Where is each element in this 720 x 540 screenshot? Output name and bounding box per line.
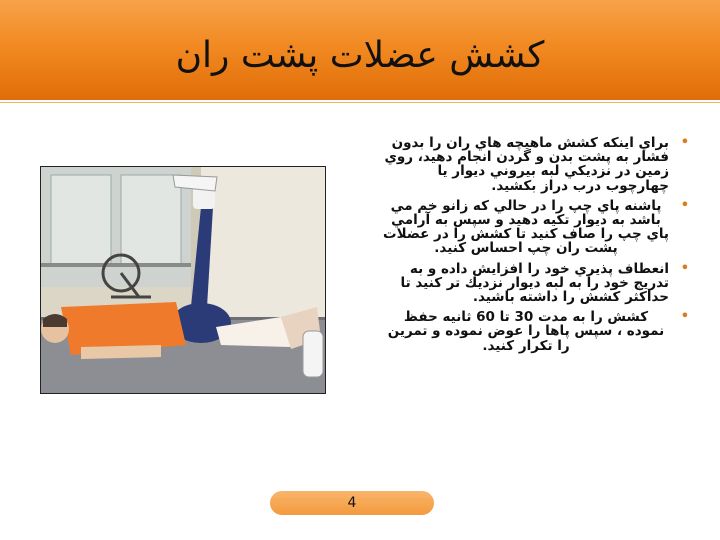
- hamstring-stretch-photo: [40, 166, 326, 394]
- page-number: 4: [270, 491, 434, 515]
- bullet-list: [383, 136, 695, 359]
- bullet-item: [383, 199, 695, 256]
- slide-title: کشش عضلات پشت ران: [175, 35, 545, 76]
- bullet-item: [383, 262, 695, 305]
- bullet-dot-icon: •: [680, 135, 689, 150]
- bullet-item: [383, 136, 695, 193]
- bullet-text: براي اينكه كشش ماهيچه هاي ران را بدون فشار به پشت بدن و گردن انجام دهيد، روي زمين در نزديكي لبه بيروني ديوار يا چهارچوب درب دراز بكشيد.: [384, 135, 669, 194]
- bullet-dot-icon: •: [680, 260, 689, 276]
- bullet-text: انعطاف پذيري خود را افزايش داده و به تدريج خود را به لبه ديوار نزديك تر كنيد تا حداكثر كشش را داشته باشيد.: [400, 260, 669, 306]
- bullet-dot-icon: •: [680, 309, 689, 325]
- bullet-dot-icon: •: [680, 197, 689, 213]
- bullet-text: پاشنه پاي چپ را در حالي كه زانو خم مي باشد به ديوار تكيه دهيد و سپس به آرامي پاي چپ را صاف كنيد تا كشش را در عضلات پشت ران چپ احساس كنيد.: [383, 197, 669, 257]
- bullet-item: [383, 310, 695, 353]
- bullet-text: كشش را به مدت 30 تا 60 ثانيه حفظ نموده ، سپس پاها را عوض نموده و تمرين را تكرار كنيد.: [387, 309, 665, 354]
